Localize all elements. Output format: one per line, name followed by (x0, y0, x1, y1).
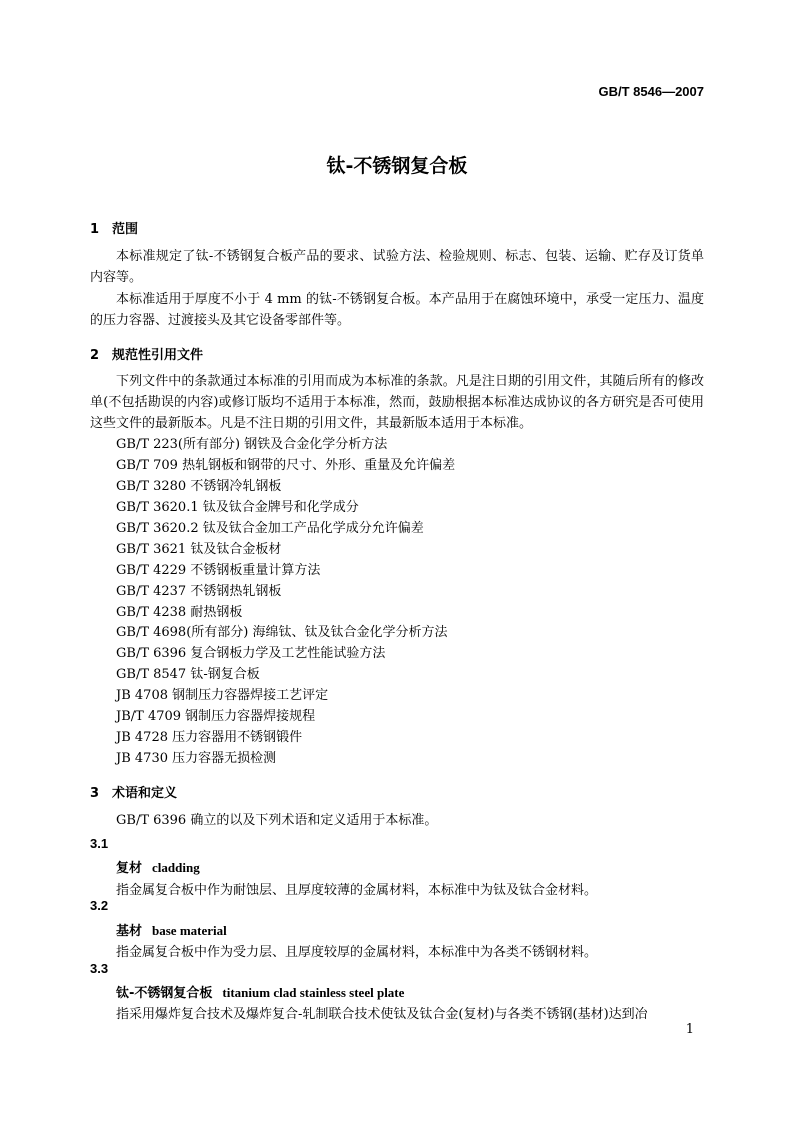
reference-item: JB 4708 钢制压力容器焊接工艺评定 (116, 688, 329, 703)
term-heading (116, 920, 227, 939)
reference-item: GB/T 4229 不锈钢板重量计算方法 (116, 563, 321, 578)
term-en: cladding (152, 860, 200, 875)
standard-number: GB/T 8546—2007 (598, 84, 704, 99)
term-number: 3.1 (90, 836, 109, 851)
reference-item: JB 4730 压力容器无损检测 (116, 751, 277, 766)
reference-item: GB/T 6396 复合钢板力学及工艺性能试验方法 (116, 646, 386, 661)
term-number: 3.3 (90, 961, 109, 976)
term-definition: 指金属复合板中作为耐蚀层、且厚度较薄的金属材料，本标准中为钛及钛合金材料。 (116, 883, 598, 898)
section-number: 3 (90, 786, 100, 801)
section-heading-2 (90, 344, 203, 363)
term-definition: 指金属复合板中作为受力层、且厚度较厚的金属材料，本标准中为各类不锈钢材料。 (116, 945, 598, 960)
term-number: 3.2 (90, 898, 109, 913)
section-number: 2 (90, 348, 100, 363)
term-heading (116, 857, 200, 876)
section-number: 1 (90, 222, 100, 237)
reference-item: JB 4728 压力容器用不锈钢锻件 (116, 730, 303, 745)
reference-item: GB/T 4237 不锈钢热轧钢板 (116, 584, 282, 599)
section-heading-3 (90, 782, 177, 801)
section-title: 规范性引用文件 (112, 348, 204, 363)
reference-item: GB/T 3621 钛及钛合金板材 (116, 542, 282, 557)
term-heading (116, 982, 404, 1001)
reference-item: GB/T 8547 钛-钢复合板 (116, 667, 260, 682)
references-intro: 下列文件中的条款通过本标准的引用而成为本标准的条款。凡是注日期的引用文件，其随后所有的修改单(不包括勘误的内容)或修订版均不适用于本标准，然而，鼓励根据本标准达成协议的各方研究是否可使用这些文件的最新版本。凡是不注日期的引用文件，其最新版本适用于本标准。 (90, 374, 704, 431)
scope-paragraph-1: 本标准规定了钛-不锈钢复合板产品的要求、试验方法、检验规则、标志、包装、运输、贮存及订货单内容等。 (90, 249, 704, 285)
term-zh: 钛-不锈钢复合板 (116, 986, 213, 1001)
term-en: titanium clad stainless steel plate (222, 985, 405, 1000)
reference-item: GB/T 3620.2 钛及钛合金加工产品化学成分允许偏差 (116, 521, 424, 536)
document-title: 钛-不锈钢复合板 (326, 155, 468, 177)
section-title: 范围 (112, 222, 139, 237)
reference-item: GB/T 223(所有部分) 钢铁及合金化学分析方法 (116, 437, 388, 452)
terms-intro: GB/T 6396 确立的以及下列术语和定义适用于本标准。 (116, 813, 438, 828)
section-heading-1 (90, 218, 138, 237)
term-definition: 指采用爆炸复合技术及爆炸复合-轧制联合技术使钛及钛合金(复材)与各类不锈钢(基材)达到冶 (116, 1007, 648, 1022)
reference-item: JB/T 4709 钢制压力容器焊接规程 (116, 709, 316, 724)
section-title: 术语和定义 (112, 786, 178, 801)
reference-item: GB/T 709 热轧钢板和钢带的尺寸、外形、重量及允许偏差 (116, 458, 456, 473)
term-zh: 复材 (116, 861, 143, 876)
reference-item: GB/T 3280 不锈钢冷轧钢板 (116, 479, 282, 494)
scope-paragraph-2: 本标准适用于厚度不小于 4 mm 的钛-不锈钢复合板。本产品用于在腐蚀环境中，承受一定压力、温度的压力容器、过渡接头及其它设备零部件等。 (90, 292, 704, 328)
term-en: base material (152, 923, 227, 938)
page-number: 1 (685, 1022, 694, 1037)
reference-item: GB/T 4698(所有部分) 海绵钛、钛及钛合金化学分析方法 (116, 625, 448, 640)
term-zh: 基材 (116, 924, 143, 939)
reference-item: GB/T 3620.1 钛及钛合金牌号和化学成分 (116, 500, 359, 515)
reference-item: GB/T 4238 耐热钢板 (116, 605, 243, 620)
